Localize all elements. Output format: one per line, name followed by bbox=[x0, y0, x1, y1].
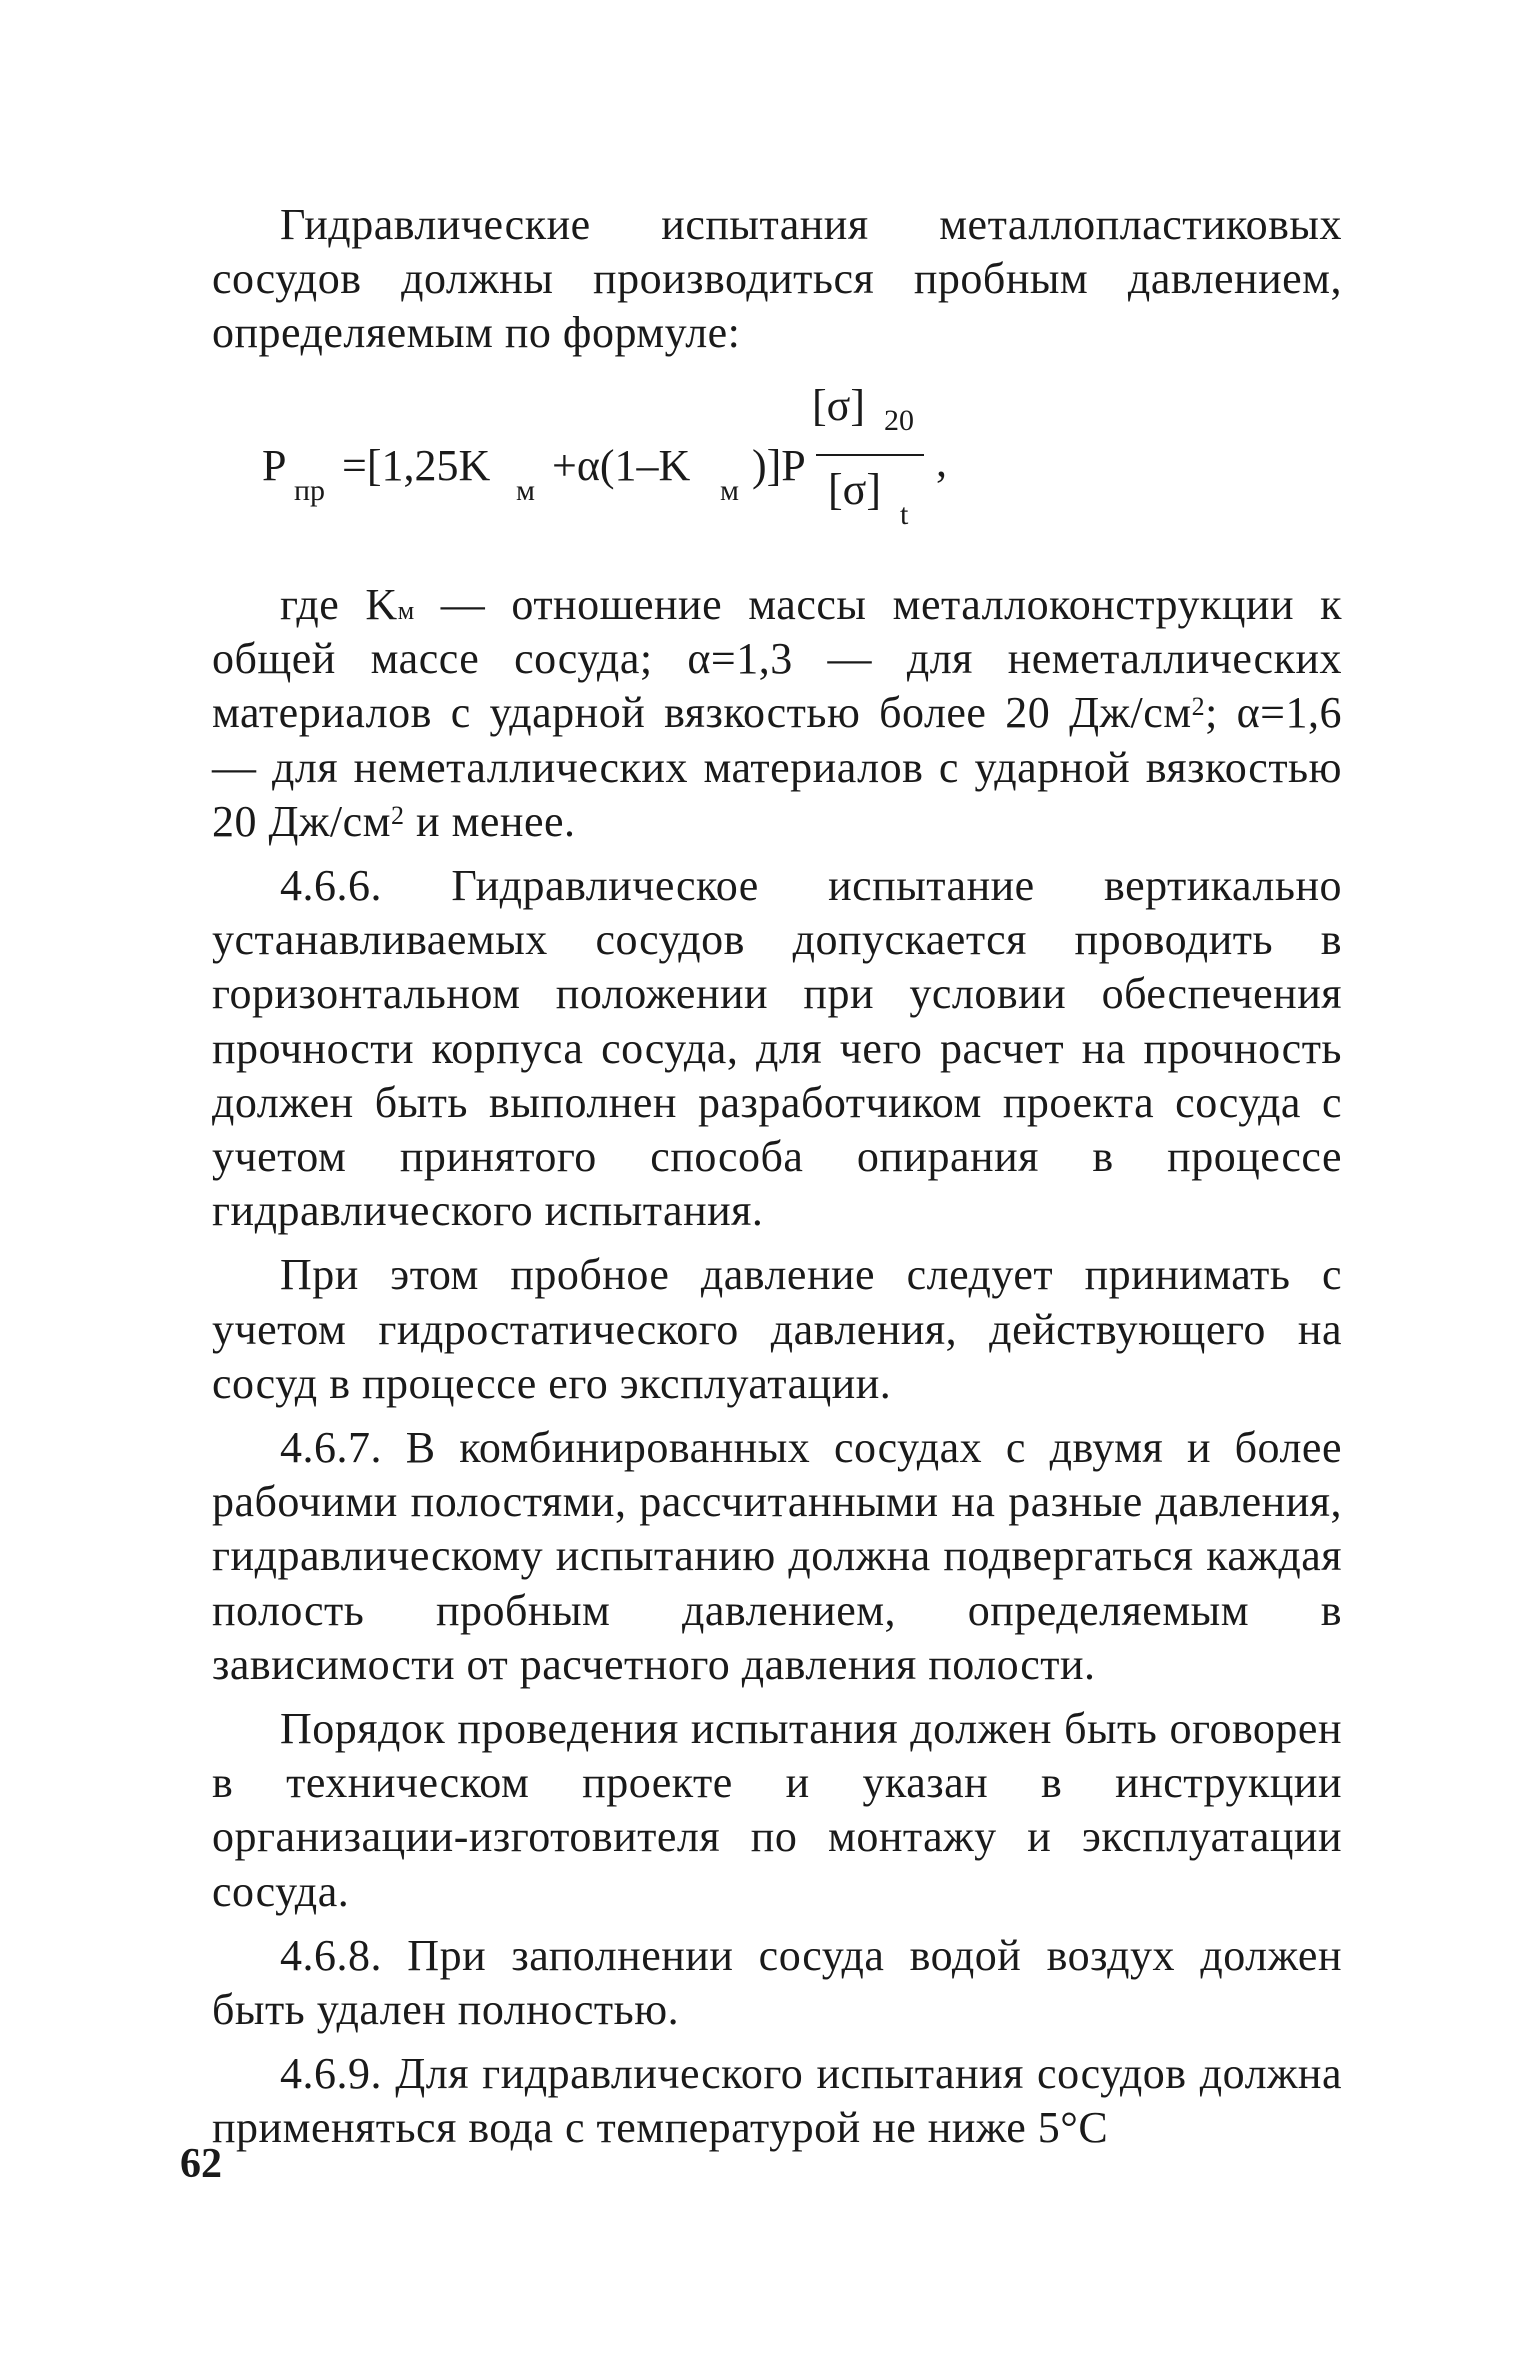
formula-km-sub2: м bbox=[720, 474, 739, 507]
formula-numerator-sub: 20 bbox=[884, 404, 914, 437]
formula-comma: , bbox=[936, 437, 947, 486]
section-4-6-6: 4.6.6. Гидравлическое испытание вертикально устанавливаемых сосудов допускается проводить в горизонтальном положении при условии обеспечения прочности корпуса сосуда, для чего расчет на прочность должен быть выполнен разработчиком проекта сосуда с учетом принятого способа опирания в процессе гидравлического испытания. bbox=[212, 861, 1342, 1236]
intro-paragraph: Гидравлические испытания металлопластиковых сосудов должны производиться пробным давлением, определяемым по формуле: bbox=[212, 200, 1342, 358]
page-number: 62 bbox=[180, 2141, 222, 2187]
intro-block bbox=[212, 198, 1342, 361]
formula-denominator-sub: t bbox=[900, 498, 909, 531]
formula-denominator: [σ] bbox=[828, 465, 882, 514]
section-4-6-7-note: Порядок проведения испытания должен быть оговорен в техническом проекте и указан в инструкции организации-изготовителя по монтажу и эксплуатации сосуда. bbox=[212, 1704, 1342, 1916]
formula-numerator: [σ] bbox=[812, 381, 866, 430]
formula-close-p: )]P bbox=[752, 441, 806, 490]
where-paragraph: где $K_м$ — отношение массы металлоконструкции к общей массе сосуда; α=1,3 — для неметаллических материалов с ударной вязкостью более 20 $Дж/см^2$; α=1,6 — для неметаллических материалов с ударной вязкостью 20 $Дж/см^2$ и менее. bbox=[212, 580, 1342, 846]
formula-p: P bbox=[262, 441, 287, 490]
section-4-6-8: 4.6.8. При заполнении сосуда водой воздух должен быть удален полностью. bbox=[212, 1930, 1342, 2035]
section-4-6-7: 4.6.7. В комбинированных сосудах с двумя и более рабочими полостями, рассчитанными на разные давления, гидравлическому испытанию должна подвергаться каждая полость пробным давлением, определяемым в зависимости от расчетного давления полости. bbox=[212, 1423, 1342, 1689]
formula-p-sub: пр bbox=[294, 474, 326, 507]
fraction-bar bbox=[816, 454, 924, 456]
section-4-6-6-note: При этом пробное давление следует принимать с учетом гидростатического давления, действующего на сосуд в процессе его эксплуатации. bbox=[212, 1250, 1342, 1408]
formula-km-sub1: м bbox=[516, 474, 535, 507]
section-4-6-9: 4.6.9. Для гидравлического испытания сосудов должна применяться вода с температурой не ниже 5°C bbox=[212, 2049, 1342, 2153]
main-text bbox=[212, 578, 1342, 2156]
formula-alpha-part: +α(1–K bbox=[552, 441, 691, 490]
formula-bracket: =[1,25K bbox=[342, 441, 491, 490]
test-pressure-formula bbox=[212, 380, 1342, 580]
